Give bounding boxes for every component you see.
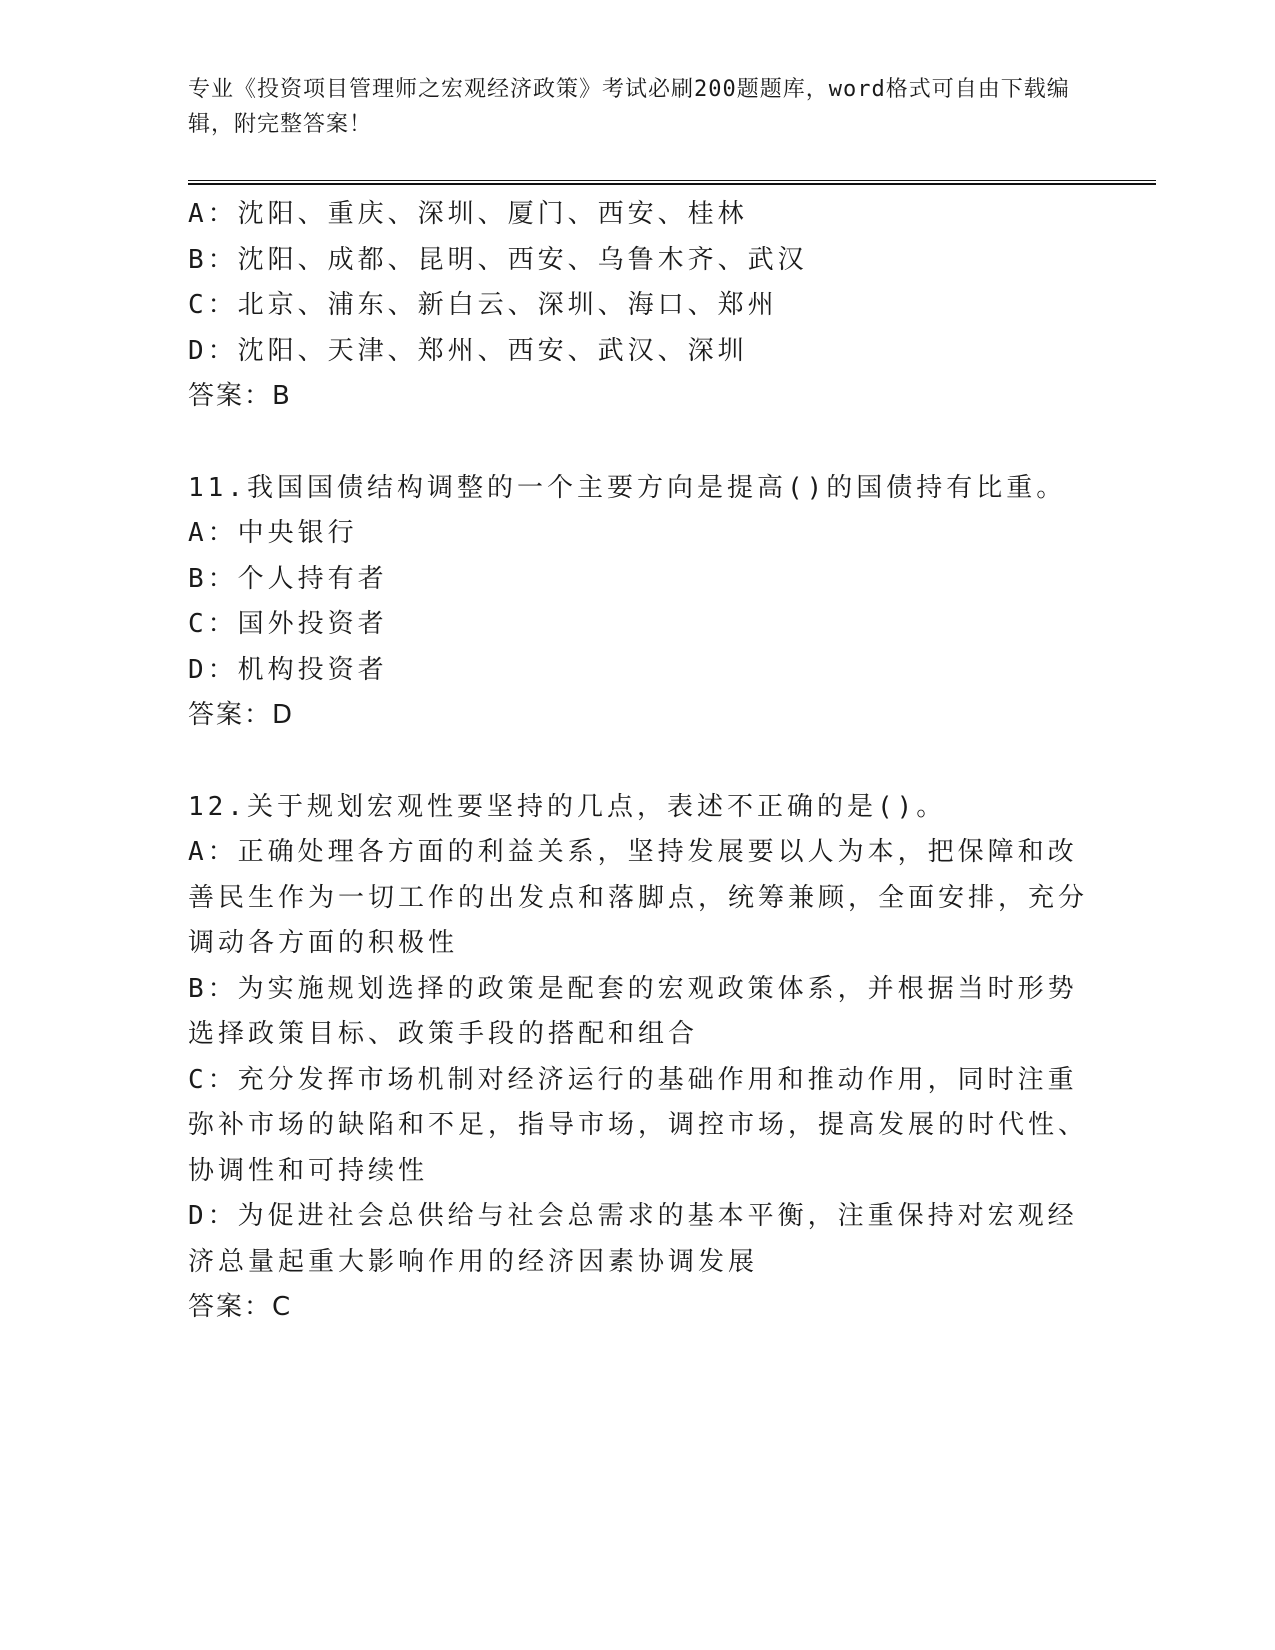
option-a: A：中央银行 [188, 518, 358, 548]
question-12 [188, 785, 1088, 1331]
question-content [188, 192, 1088, 1331]
question-10 [188, 192, 1088, 420]
option-d: D：为促进社会总供给与社会总需求的基本平衡，注重保持对宏观经济总量起重大影响作用的经济因素协调发展 [188, 1201, 1078, 1277]
question-text: 12.关于规划宏观性要坚持的几点，表述不正确的是()。 [188, 791, 947, 822]
option-b: B：个人持有者 [188, 563, 388, 594]
option-a: A：正确处理各方面的利益关系，坚持发展要以人为本，把保障和改善民生作为一切工作的出发点和落脚点，统筹兼顾，全面安排，充分调动各方面的积极性 [188, 837, 1089, 958]
answer: 答案：C [188, 1292, 293, 1322]
document-header: 专业《投资项目管理师之宏观经济政策》考试必刷200题题库，word格式可自由下载编辑，附完整答案！ [188, 77, 1070, 137]
question-text: 11.我国国债结构调整的一个主要方向是提高()的国债持有比重。 [188, 472, 1067, 503]
option-d: D：机构投资者 [188, 654, 388, 685]
header-rule-thin [188, 180, 1156, 181]
option-d: D：沈阳、天津、郑州、西安、武汉、深圳 [188, 335, 748, 366]
option-a: A：沈阳、重庆、深圳、厦门、西安、桂林 [188, 199, 748, 229]
option-c: C：充分发挥市场机制对经济运行的基础作用和推动作用，同时注重弥补市场的缺陷和不足，指导市场，调控市场，提高发展的时代性、协调性和可持续性 [188, 1064, 1089, 1186]
option-b: B：为实施规划选择的政策是配套的宏观政策体系，并根据当时形势选择政策目标、政策手段的搭配和组合 [188, 973, 1078, 1049]
spacer [188, 420, 1088, 466]
question-11 [188, 466, 1088, 739]
answer: 答案：B [188, 381, 292, 411]
answer: 答案：D [188, 700, 295, 730]
option-c: C：北京、浦东、新白云、深圳、海口、郑州 [188, 290, 778, 320]
spacer [188, 739, 1088, 785]
option-b: B：沈阳、成都、昆明、西安、乌鲁木齐、武汉 [188, 244, 808, 275]
option-c: C：国外投资者 [188, 609, 388, 639]
header-rule-thick [188, 183, 1156, 185]
